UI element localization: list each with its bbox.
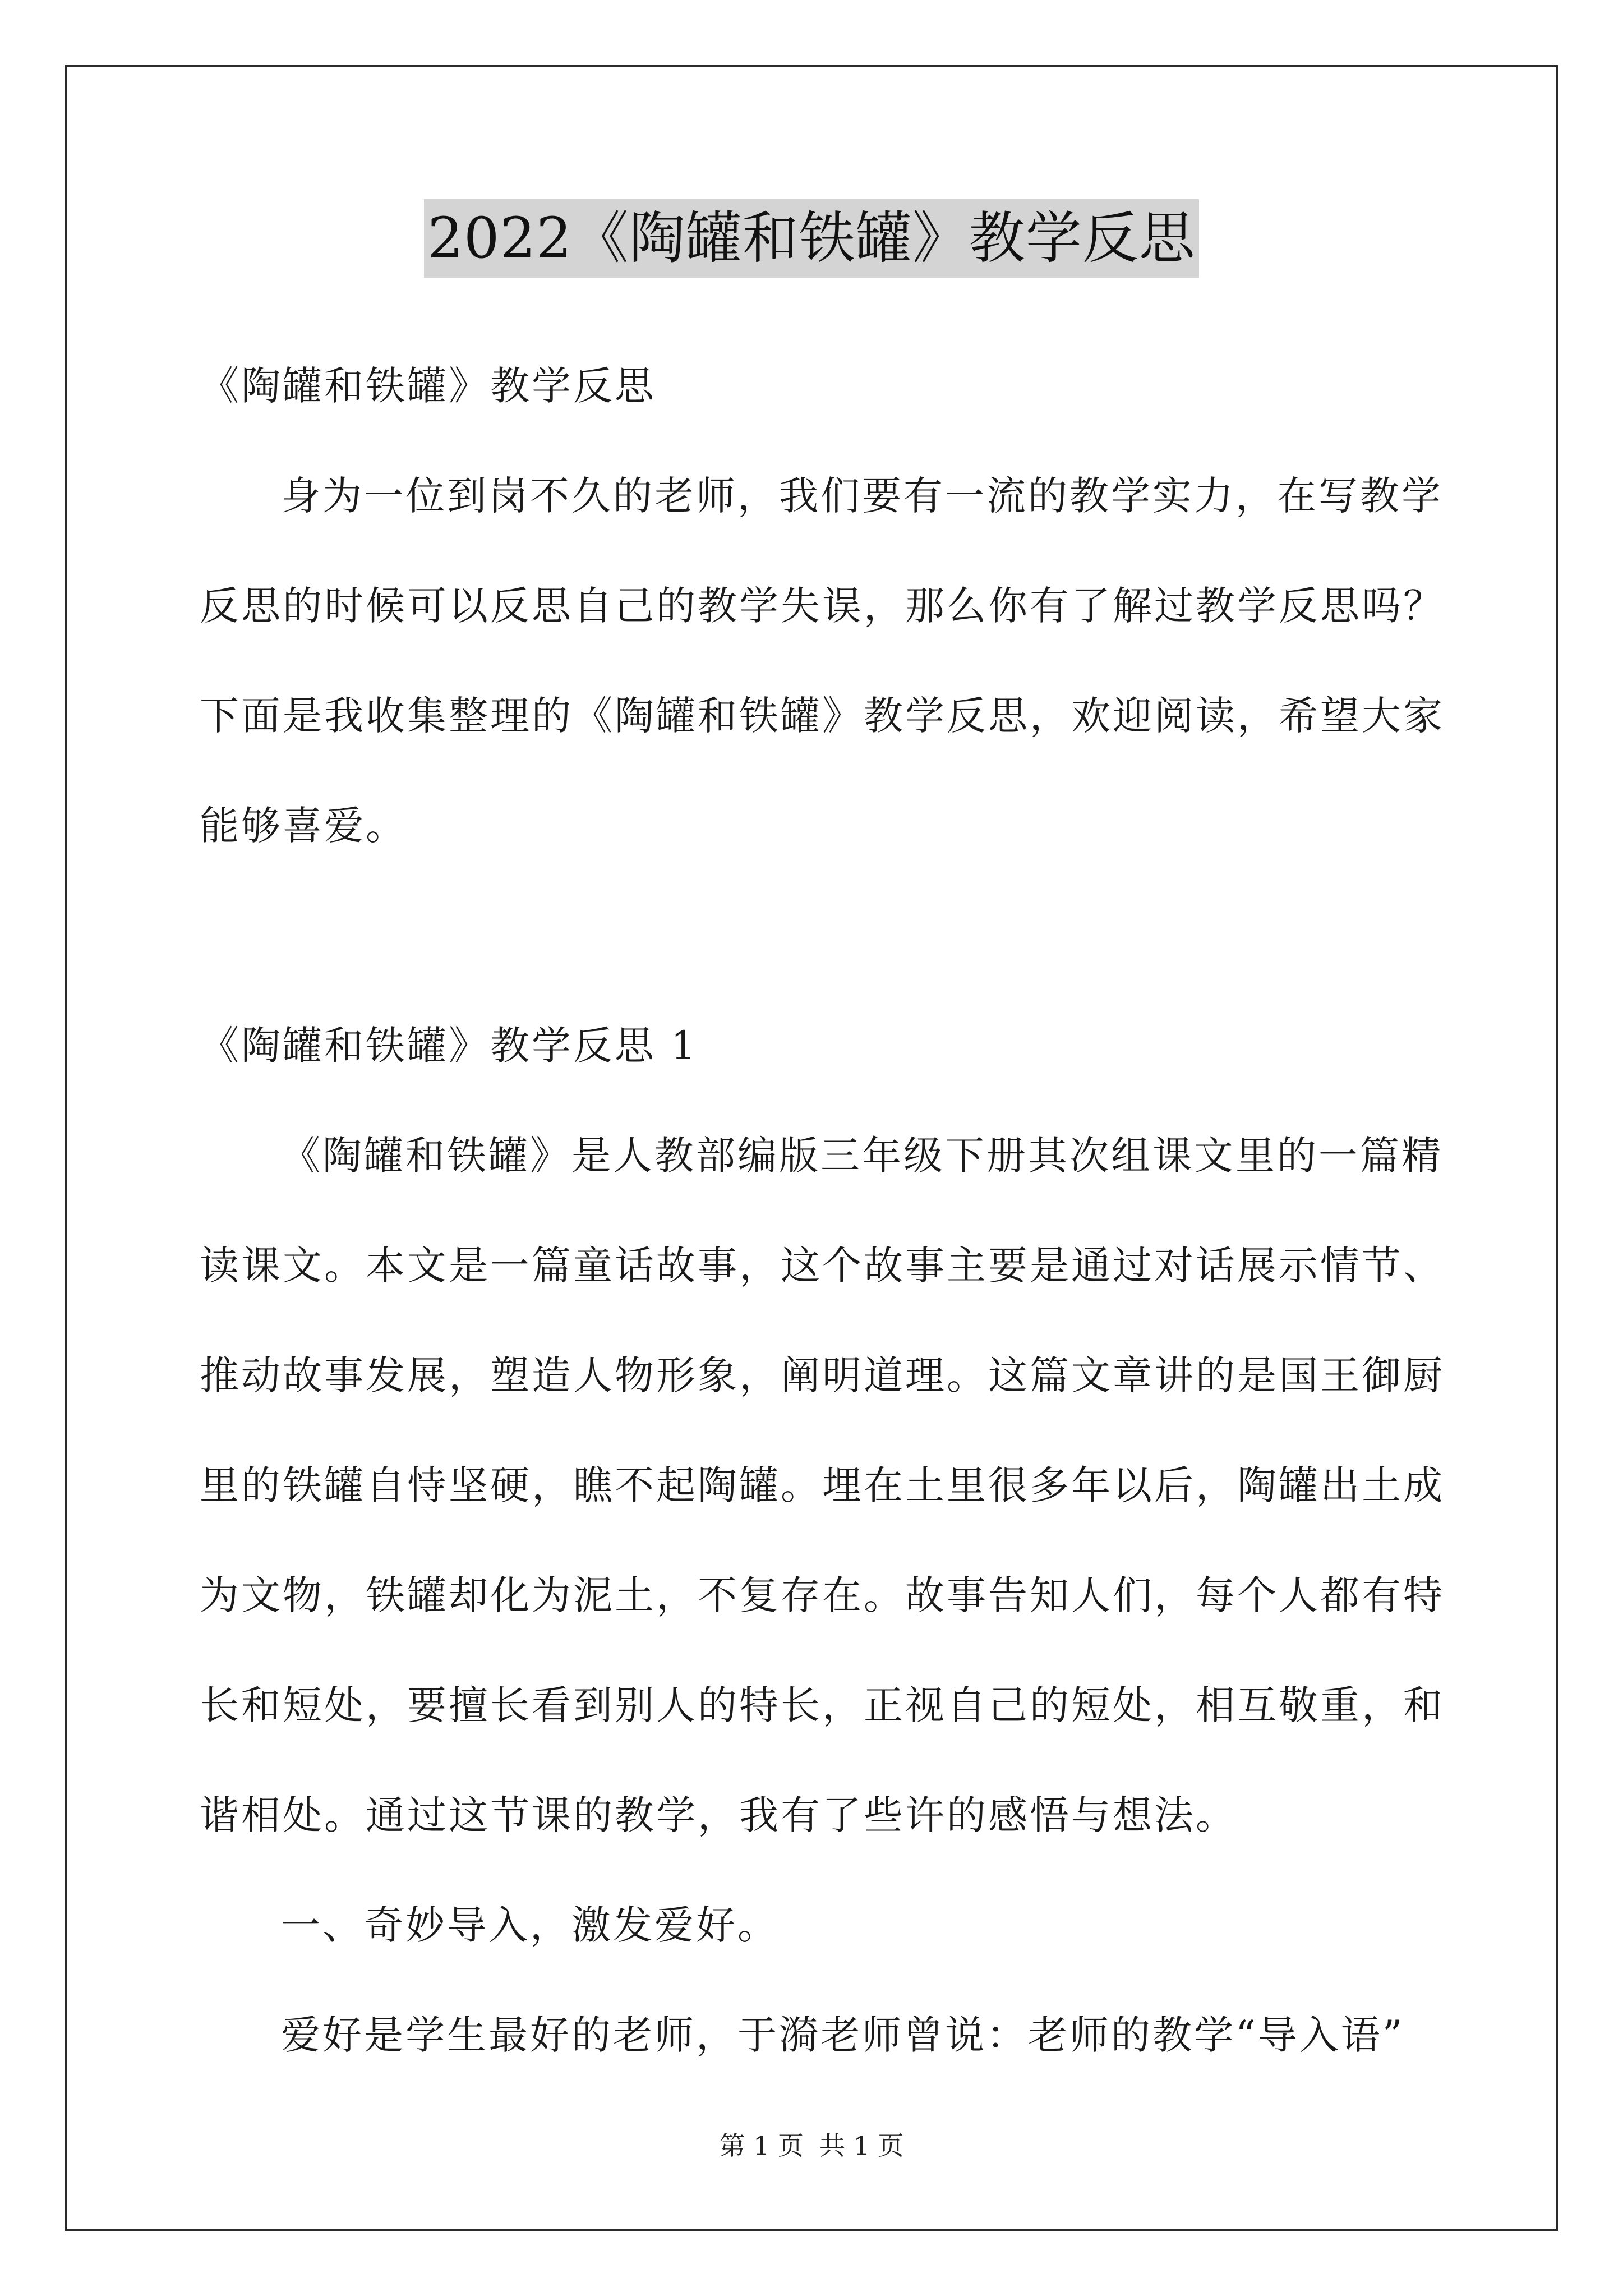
point-heading: 一、奇妙导入，激发爱好。 [281,1902,779,1948]
page-number: 第 1 页 [719,2131,804,2161]
section-line: 为文物，铁罐却化为泥土，不复存在。故事告知人们，每个人都有特 [200,1572,1445,1618]
section-line: 谐相处。通过这节课的教学，我有了些许的感悟与想法。 [200,1792,1237,1838]
intro-line: 反思的时候可以反思自己的教学失误，那么你有了解过教学反思吗？ [200,583,1445,629]
section-line: 《陶罐和铁罐》是人教部编版三年级下册其次组课文里的一篇精 [281,1133,1443,1179]
page-total: 共 1 页 [819,2131,904,2161]
section-line: 读课文。本文是一篇童话故事，这个故事主要是通过对话展示情节、 [200,1243,1445,1289]
paragraph-gap [200,881,1433,991]
section-line: 长和短处，要擅长看到别人的特长，正视自己的短处，相互敬重，和 [200,1682,1445,1728]
title-container [0,199,1623,278]
document-title: 2022《陶罐和铁罐》教学反思 [424,199,1199,278]
section-line: 推动故事发展，塑造人物形象，阐明道理。这篇文章讲的是国王御厨 [200,1352,1445,1398]
point-paragraph-line: 爱好是学生最好的老师，于漪老师曾说：老师的教学“导入语” [281,2012,1405,2058]
document-body [200,331,1445,2090]
section-line: 里的铁罐自恃坚硬，瞧不起陶罐。埋在土里很多年以后，陶罐出土成 [200,1462,1445,1508]
intro-line: 能够喜爱。 [200,803,407,849]
intro-line: 身为一位到岗不久的老师，我们要有一流的教学实力，在写教学 [281,473,1443,519]
subtitle: 《陶罐和铁罐》教学反思 [200,363,656,409]
page-footer [0,2129,1623,2162]
intro-line: 下面是我收集整理的《陶罐和铁罐》教学反思，欢迎阅读，希望大家 [200,693,1445,739]
section-heading: 《陶罐和铁罐》教学反思 1 [200,1023,698,1069]
